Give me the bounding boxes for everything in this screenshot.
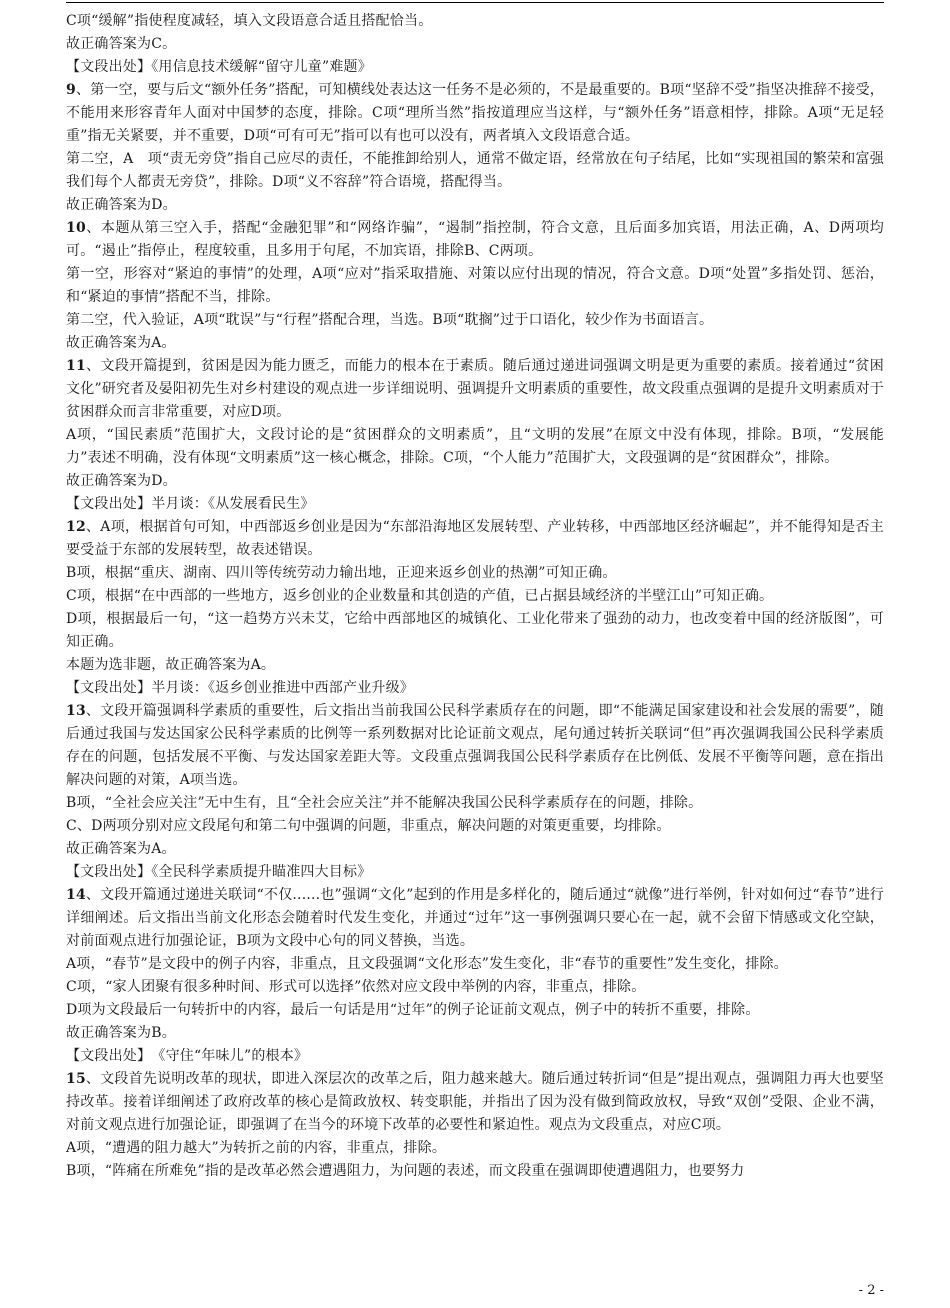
paragraph-text: 、本题从第三空入手，搭配“金融犯罪”和“网络诈骗”，“遏制”指控制，符合文意，且后面多加宾语，用法正确，A、D两项均可。“遏止”指停止，程度较重，且多用于句尾，不加宾语，排除B、C两项。 xyxy=(66,220,884,259)
answer-paragraph xyxy=(66,585,884,608)
answer-paragraph xyxy=(66,677,884,700)
answer-paragraph xyxy=(66,976,884,999)
paragraph-text: A项，“春节”是文段中的例子内容，非重点，且文段强调“文化形态”发生变化，非“春节的重要性”发生变化，排除。 xyxy=(66,956,788,972)
paragraph-text: 【文段出处】《全民科学素质提升瞄准四大目标》 xyxy=(66,864,372,880)
paragraph-text: 、文段开篇强调科学素质的重要性，后文指出当前我国公民科学素质存在的问题，即“不能满足国家建设和社会发展的需要”，随后通过我国与发达国家公民科学素质的比例等一系列数据对比论证前文观点，尾句通过转折关联词“但”再次强调我国公民科学素质存在的问题，包括发展不平衡、与发达国家差距大等。文段重点强调我国公民科学素质存在比例低、发展不平衡等问题，意在指出解决问题的对策，A项当选。 xyxy=(66,703,884,788)
paragraph-text: C、D两项分别对应文段尾句和第二句中强调的问题，非重点，解决问题的对策更重要，均排除。 xyxy=(66,818,671,834)
paragraph-text: 故正确答案为D。 xyxy=(66,197,177,213)
paragraph-text: B项，“全社会应关注”无中生有，且“全社会应关注”并不能解决我国公民科学素质存在的问题，排除。 xyxy=(66,795,703,811)
paragraph-text: 【文段出处】 《守住“年味儿”的根本》 xyxy=(66,1048,309,1064)
answer-paragraph xyxy=(66,1160,884,1183)
answer-paragraph xyxy=(66,10,884,33)
paragraph-text: B项，“阵痛在所难免”指的是改革必然会遭遇阻力，为问题的表述，而文段重在强调即使遭遇阻力，也要努力 xyxy=(66,1163,745,1179)
answer-paragraph xyxy=(66,1045,884,1068)
answer-paragraph xyxy=(66,838,884,861)
paragraph-text: D项，根据最后一句，“这一趋势方兴未艾，它给中西部地区的城镇化、工业化带来了强劲的动力，也改变着中国的经济版图”，可知正确。 xyxy=(66,611,884,650)
answer-item-10 xyxy=(66,217,884,263)
answer-item-9 xyxy=(66,79,884,148)
paragraph-text: D项为文段最后一句转折中的内容，最后一句话是用“过年”的例子论证前文观点，例子中的转折不重要，排除。 xyxy=(66,1002,760,1018)
answer-item-12 xyxy=(66,516,884,562)
answer-paragraph xyxy=(66,1137,884,1160)
answer-paragraph xyxy=(66,493,884,516)
question-number: 10 xyxy=(66,220,86,236)
question-number: 12 xyxy=(66,519,86,535)
answer-paragraph xyxy=(66,263,884,309)
paragraph-text: 故正确答案为A。 xyxy=(66,841,176,857)
answer-paragraph xyxy=(66,654,884,677)
answer-paragraph xyxy=(66,424,884,470)
paragraph-text: 、文段开篇通过递进关联词“不仅......也”强调“文化”起到的作用是多样化的，随后通过“就像”进行举例，针对如何过“春节”进行详细阐述。后文指出当前文化形态会随着时代发生变化，并通过“过年”这一事例强调只要心在一起，就不会留下情感或文化空缺，对前面观点进行加强论证，B项为文段中心句的同义替换，当选。 xyxy=(66,887,884,949)
paragraph-text: 第二空，A 项“责无旁贷”指自己应尽的责任，不能推卸给别人，通常不做定语，经常放在句子结尾，比如“实现祖国的繁荣和富强我们每个人都责无旁贷”，排除。D项“义不容辞”符合语境，搭配得当。 xyxy=(66,151,884,190)
answer-item-14 xyxy=(66,884,884,953)
answer-item-15 xyxy=(66,1068,884,1137)
answer-paragraph xyxy=(66,608,884,654)
paragraph-text: 、文段首先说明改革的现状，即进入深层次的改革之后，阻力越来越大。随后通过转折词“但是”提出观点，强调阻力再大也要坚持改革。接着详细阐述了政府改革的核心是简政放权、转变职能，并指出了因为没有做到简政放权，导致“双创”受限、企业不满，对前文观点进行加强论证，即强调了在当今的环境下改革的必要性和紧迫性。观点为文段重点，对应C项。 xyxy=(66,1071,884,1133)
paragraph-text: 、文段开篇提到，贫困是因为能力匮乏，而能力的根本在于素质。随后通过递进词强调文明是更为重要的素质。接着通过“贫困文化”研究者及晏阳初先生对乡村建设的观点进一步详细说明、强调提升文明素质的重要性，故文段重点强调的是提升文明素质对于贫困群众而言非常重要，对应D项。 xyxy=(66,358,884,420)
answer-paragraph xyxy=(66,332,884,355)
paragraph-text: 故正确答案为B。 xyxy=(66,1025,176,1041)
paragraph-text: 第一空，形容对“紧迫的事情”的处理，A项“应对”指采取措施、对策以应付出现的情况，符合文意。D项“处置”多指处罚、惩治，和“紧迫的事情”搭配不当，排除。 xyxy=(66,266,884,305)
paragraph-text: A项，“国民素质”范围扩大，文段讨论的是“贫困群众的文明素质”，且“文明的发展”在原文中没有体现，排除。B项，“发展能力”表述不明确，没有体现“文明素质”这一核心概念，排除。C项，“个人能力”范围扩大，文段强调的是“贫困群众”，排除。 xyxy=(66,427,884,466)
answer-paragraph xyxy=(66,33,884,56)
answer-paragraph xyxy=(66,999,884,1022)
page-number: - 2 - xyxy=(858,1283,884,1298)
question-number: 9 xyxy=(66,82,76,98)
paragraph-text: 、第一空，要与后文“额外任务”搭配，可知横线处表达这一任务不是必须的，不是最重要的。B项“坚辞不受”指坚决推辞不接受，不能用来形容青年人面对中国梦的态度，排除。C项“理所当然”指按道理应当这样，与“额外任务”语意相悖，排除。A项“无足轻重”指无关紧要，并不重要，D项“可有可无”指可以有也可以没有，两者填入文段语意合适。 xyxy=(66,82,884,144)
answer-paragraph xyxy=(66,861,884,884)
answer-paragraph xyxy=(66,1022,884,1045)
paragraph-text: C项，根据“在中西部的一些地方，返乡创业的企业数量和其创造的产值，已占据县域经济的半壁江山”可知正确。 xyxy=(66,588,774,604)
header-rule xyxy=(66,2,884,3)
paragraph-text: 故正确答案为C。 xyxy=(66,36,177,52)
answer-paragraph xyxy=(66,562,884,585)
answer-paragraph xyxy=(66,148,884,194)
paragraph-text: A项，“遭遇的阻力越大”为转折之前的内容，非重点，排除。 xyxy=(66,1140,447,1156)
answer-paragraph xyxy=(66,309,884,332)
paragraph-text: 【文段出处】《用信息技术缓解“留守儿童”难题》 xyxy=(66,59,372,75)
paragraph-text: C项“缓解”指使程度减轻，填入文段语意合适且搭配恰当。 xyxy=(66,13,433,29)
answer-item-13 xyxy=(66,700,884,792)
paragraph-text: 本题为选非题，故正确答案为A。 xyxy=(66,657,276,673)
question-number: 13 xyxy=(66,703,86,719)
paragraph-text: B项，根据“重庆、湖南、四川等传统劳动力输出地，正迎来返乡创业的热潮”可知正确。 xyxy=(66,565,617,581)
paragraph-text: 【文段出处】半月谈：《从发展看民生》 xyxy=(66,496,315,512)
answer-paragraph xyxy=(66,953,884,976)
answer-content xyxy=(66,10,884,1183)
question-number: 14 xyxy=(66,887,86,903)
answer-paragraph xyxy=(66,792,884,815)
paragraph-text: 【文段出处】半月谈：《返乡创业推进中西部产业升级》 xyxy=(66,680,414,696)
question-number: 11 xyxy=(66,358,86,374)
paragraph-text: 故正确答案为A。 xyxy=(66,335,176,351)
answer-paragraph xyxy=(66,194,884,217)
answer-paragraph xyxy=(66,56,884,79)
paragraph-text: 故正确答案为D。 xyxy=(66,473,177,489)
answer-paragraph xyxy=(66,815,884,838)
paragraph-text: C项，“家人团聚有很多种时间、形式可以选择”依然对应文段中举例的内容，非重点，排除。 xyxy=(66,979,646,995)
answer-item-11 xyxy=(66,355,884,424)
paragraph-text: 第二空，代入验证，A项“耽误”与“行程”搭配合理，当选。B项“耽搁”过于口语化，较少作为书面语言。 xyxy=(66,312,714,328)
question-number: 15 xyxy=(66,1071,86,1087)
answer-paragraph xyxy=(66,470,884,493)
paragraph-text: 、A项，根据首句可知，中西部返乡创业是因为“东部沿海地区发展转型、产业转移，中西部地区经济崛起”，并不能得知是否主要受益于东部的发展转型，故表述错误。 xyxy=(66,519,884,558)
